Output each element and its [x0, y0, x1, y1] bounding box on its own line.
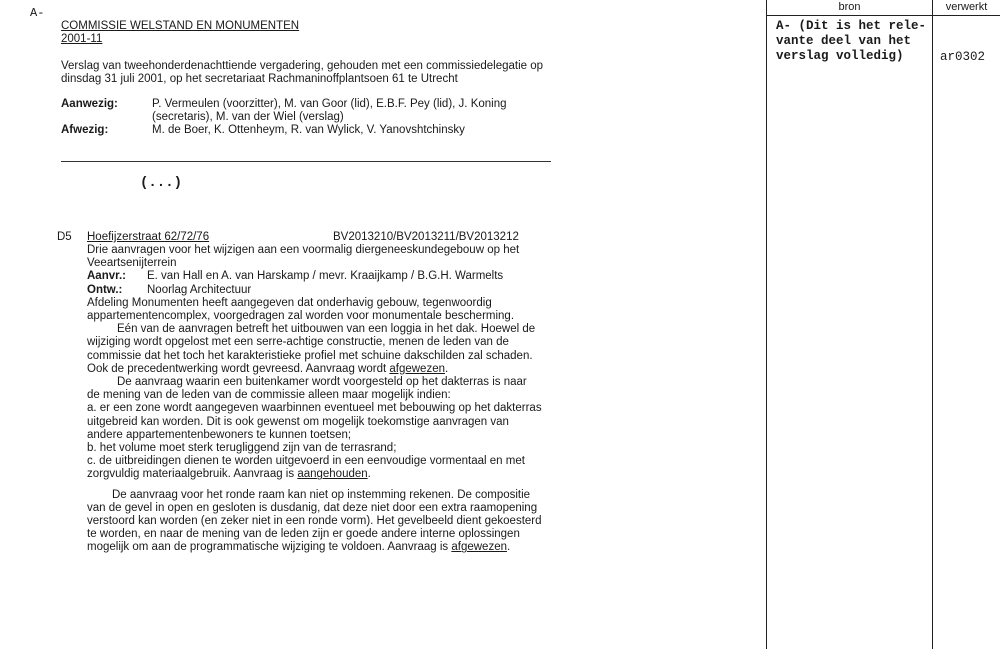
omission-marker: (...): [140, 175, 183, 191]
item-code: D5: [57, 231, 72, 243]
report-number: 2001-11: [61, 33, 103, 46]
committee-title: COMMISSIE WELSTAND EN MONUMENTEN: [61, 20, 300, 32]
design-line: [87, 284, 542, 297]
item-reference: BV2013210/BV2013211/BV2013212: [333, 231, 519, 243]
applicant-line: [87, 270, 542, 283]
applicant-value: E. van Hall en A. van Harskamp / mevr. Kraaijkamp / B.G.H. Warmelts: [147, 270, 504, 283]
table-header-rule: [766, 15, 1000, 16]
absent-list: M. de Boer, K. Ottenheym, R. van Wylick, V. Yanovshtchinsky: [152, 124, 465, 136]
page-marker: A-: [30, 6, 45, 20]
verwerkt-value: ar0302: [940, 50, 986, 64]
applicant-label: Aanvr.:: [87, 270, 126, 283]
column-header-bron: bron: [838, 1, 861, 13]
verdict-rejected-window: afgewezen: [451, 541, 507, 554]
table-left-border: [766, 0, 767, 649]
document-header: [61, 20, 299, 46]
column-header-verwerkt: verwerkt: [945, 1, 988, 13]
design-value: Noorlag Architectuur: [147, 283, 252, 296]
item-address: Hoefijzerstraat 62/72/76: [87, 231, 210, 243]
verdict-rejected-loggia: afgewezen: [389, 362, 445, 375]
present-label: Aanwezig:: [61, 98, 118, 110]
absent-label: Afwezig:: [61, 124, 109, 136]
bron-note: A- (Dit is het rele- vante deel van het verslag volledig): [776, 19, 927, 63]
item-body: Drie aanvragen voor het wijzigen aan een voormalig diergeneeskundegebouw op het Veeartsenijterrein Aanvr.: E. van Hall en A. van Harskamp / mevr. Kraaijkamp / B.G.H. Warmelts Ontw.: Noorlag Architectuur Afdeling Monumenten heeft aangegeven dat onderhavig gebouw, tegenwoordig appartementencomplex, voorgedragen zal worden voor monumentale bescherming. Eén van de aanvragen betreft het uitbouwen van een loggia in het dak. Hoewel de wijziging wordt opgelost met een serre-achtige constructie, menen de leden van de commissie dat het toch het karakteristieke profiel met schuine dakschilden zal schaden. Ook de precedentwerking wordt gevreesd. Aanvraag wordt afgewezen. De aanvraag waarin een buitenkamer wordt voorgesteld op het dakterras is naar de mening van de leden van de commissie alleen maar mogelijk indien: a. er een zone wordt aangegeven waarbinnen eventueel met bebouwing op het dakterras uitgebreid kan worden. Dit is ook gewenst om mogelijk toekomstige aanvragen van andere appartementenbewoners te kunnen toetsen; b. het volume moet sterk terugliggend zijn van de terrasrand; c. de uitbreidingen dienen te worden uitgevoerd in een eenvoudige vormentaal en met zorgvuldig materiaalgebruik. Aanvraag is aangehouden. De aanvraag voor het ronde raam kan niet op instemming rekenen. De compositie van de gevel in open en gesloten is dusdanig, dat deze niet door een extra raamopening verstoord kan worden (en zeker niet in een ronde vorm). Het gevelbeeld dient gekoesterd te worden, en naar de mening van de leden zijn er goede andere interne oplossingen mogelijk om aan de programmatische wijziging te voldoen. Aanvraag is afgewezen.: [87, 244, 542, 554]
verdict-postponed: aangehouden: [297, 468, 368, 481]
present-list: P. Vermeulen (voorzitter), M. van Goor (lid), E.B.F. Pey (lid), J. Koning (secretaris), M. van der Wiel (verslag): [152, 98, 507, 124]
intro-text: Verslag van tweehonderdenachttiende vergadering, gehouden met een commissiedelegatie op dinsdag 31 juli 2001, op het secretariaat Rachmaninoffplantsoen 61 te Utrecht: [61, 60, 544, 86]
table-column-divider: [932, 0, 933, 649]
design-label: Ontw.:: [87, 283, 123, 296]
separator-line: [61, 161, 551, 162]
